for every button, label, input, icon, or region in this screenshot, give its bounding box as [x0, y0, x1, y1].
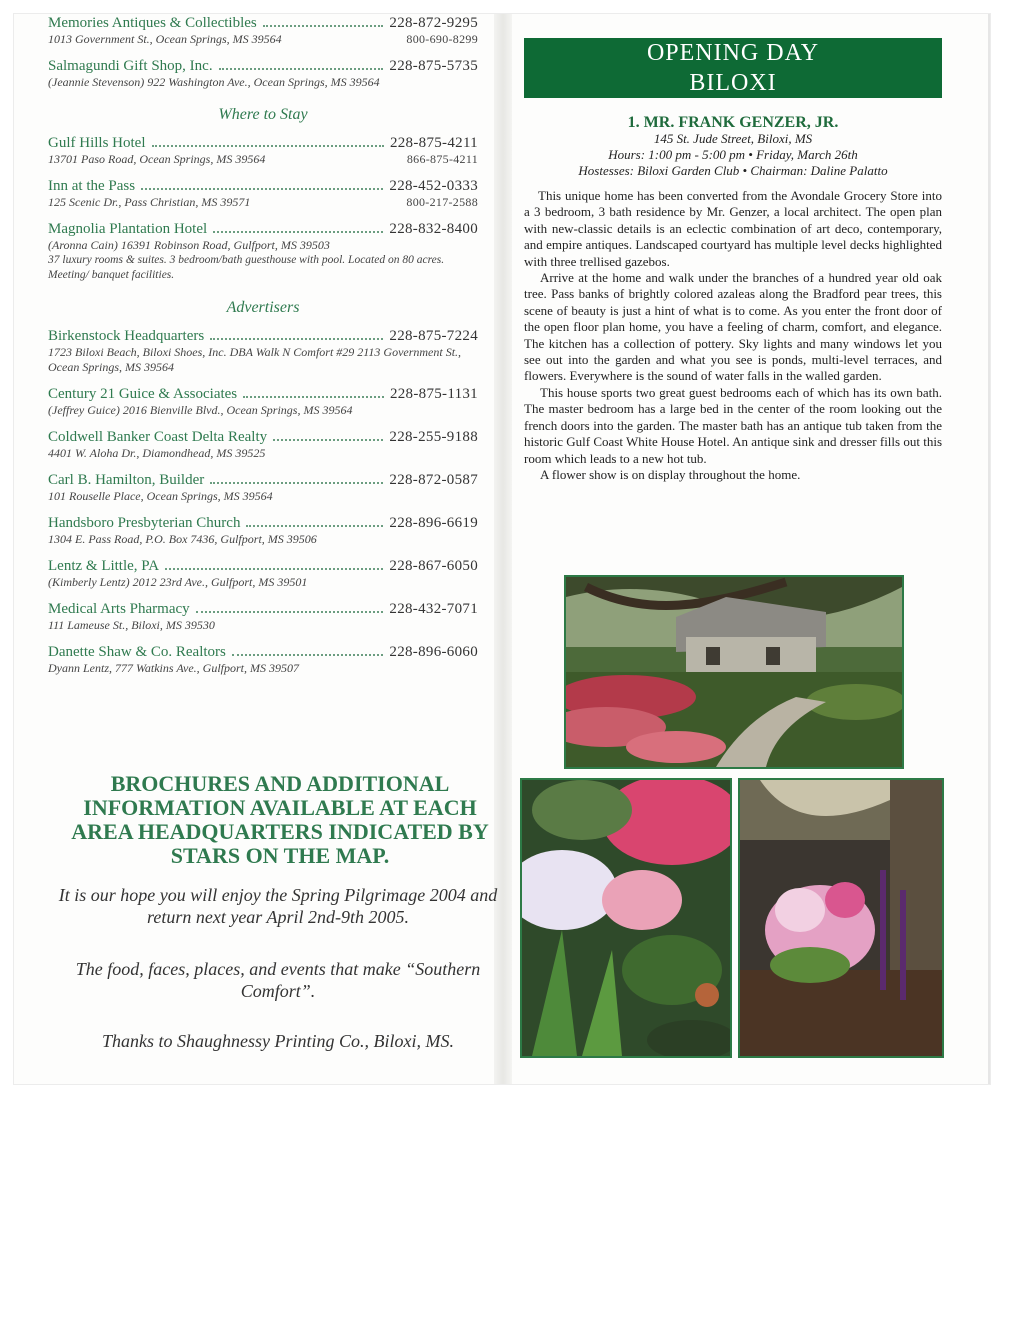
listing-name: Lentz & Little, PA	[48, 558, 160, 574]
listing-name: Salmagundi Gift Shop, Inc.	[48, 58, 213, 74]
listing-entry	[48, 557, 478, 590]
description-paragraph: Arrive at the home and walk under the branches of a hundred year old oak tree. Pass banks of brightly colored azaleas along the Bradford pear trees, this scene of beauty is just a hint of what is to come. As you enter the front door of the open floor plan home, you have a feeling of charm, comfort, and elegance. The kitchen has a collection of pottery. Sky lights and many windows let you see out into the garden and what you see is ponds, multi-level terraces, and flowers. Everywhere is the sound of water falls in the walled garden.	[524, 270, 942, 384]
listing-name: Gulf Hills Hotel	[48, 135, 146, 151]
description-paragraph: This house sports two great guest bedrooms each of which has its own bath. The master bedroom has a large bed in the center of the room looking out the french doors into the garden. The master bath has an antique tub taken from the historic Gulf Coast White House Hotel. An antique sink and dresser fills out this room which leads to a new hot tub.	[524, 384, 942, 466]
listing-address-row	[48, 661, 478, 676]
listing-name: Century 21 Guice & Associates	[48, 386, 238, 402]
home-hours: Hours: 1:00 pm - 5:00 pm • Friday, March 26th	[608, 147, 858, 162]
listing-entry	[48, 643, 478, 676]
listing-address-row	[48, 403, 478, 418]
listing-address: 1723 Biloxi Beach, Biloxi Shoes, Inc. DBA Walk N Comfort #29 2113 Government St., Ocean Springs, MS 39564	[48, 345, 462, 374]
listing-phone: 228-875-5735	[389, 58, 478, 74]
left-page-directory	[48, 14, 478, 686]
advertisers-heading: Advertisers	[226, 299, 300, 316]
listing-entry	[48, 428, 478, 461]
listing-address: 4401 W. Aloha Dr., Diamondhead, MS 39525	[48, 446, 266, 460]
listing-address-row	[48, 575, 478, 590]
listing-address: 111 Lameuse St., Biloxi, MS 39530	[48, 618, 215, 632]
listing-address: 1013 Government St., Ocean Springs, MS 39564	[48, 32, 282, 46]
listing-address: 1304 E. Pass Road, P.O. Box 7436, Gulfport, MS 39506	[48, 532, 317, 546]
listing-address-row	[48, 618, 478, 633]
printer-credit: Thanks to Shaughnessy Printing Co., Biloxi, MS.	[102, 1031, 454, 1051]
listing-address: (Aronna Cain) 16391 Robinson Road, Gulfport, MS 39503	[48, 238, 330, 252]
listing-name: Coldwell Banker Coast Delta Realty	[48, 429, 268, 445]
listing-address: (Jeannie Stevenson) 922 Washington Ave., Ocean Springs, MS 39564	[48, 75, 380, 89]
listing-address: (Kimberly Lentz) 2012 23rd Ave., Gulfport, MS 39501	[48, 575, 308, 589]
listing-entry	[48, 177, 478, 210]
listing-row	[48, 600, 478, 618]
top-listings	[48, 14, 478, 90]
listing-name: Danette Shaw & Co. Realtors	[48, 644, 226, 660]
listing-entry	[48, 327, 478, 375]
description-paragraph: This unique home has been converted from the Avondale Grocery Store into a 3 bedroom, 3 bath residence by Mr. Genzer, a local architect. The open plan with new-classic details is an eclectic combination of art deco, contemporary, and empire antiques. Landscaped courtyard has multiple level decks highlighted with three trellised gazebos.	[524, 188, 942, 269]
listing-row	[48, 471, 478, 489]
dot-leader	[243, 396, 384, 398]
home-address: 145 St. Jude Street, Biloxi, MS	[653, 131, 813, 146]
listing-address: 13701 Paso Road, Ocean Springs, MS 39564	[48, 152, 266, 166]
listing-address-row	[48, 446, 478, 461]
southern-comfort-message: The food, faces, places, and events that make “Southern Comfort”.	[75, 959, 481, 1001]
listing-phone: 228-875-4211	[389, 135, 478, 151]
dot-leader	[273, 439, 383, 441]
home-description	[524, 188, 942, 483]
azalea-garden-photo	[520, 778, 732, 1058]
brochures-notice: BROCHURES AND ADDITIONAL INFORMATION AVAILABLE AT EACH AREA HEADQUARTERS INDICATED BY STARS ON THE MAP.	[71, 771, 489, 868]
listing-address-row	[48, 152, 478, 167]
listing-address: Dyann Lentz, 777 Watkins Ave., Gulfport, MS 39507	[48, 661, 299, 675]
page-edge	[988, 14, 990, 1084]
azalea-garden-image	[522, 780, 730, 1056]
listing-entry	[48, 14, 478, 47]
listing-phone: 228-896-6060	[389, 644, 478, 660]
dot-leader	[141, 188, 383, 190]
listing-entry	[48, 471, 478, 504]
listing-address-row	[48, 238, 478, 253]
listing-phone: 228-255-9188	[389, 429, 478, 445]
listing-row	[48, 385, 478, 403]
description-paragraph: A flower show is on display throughout the home.	[540, 466, 801, 482]
listing-phone: 228-867-6050	[389, 558, 478, 574]
listing-address-row	[48, 75, 478, 90]
listing-row	[48, 220, 478, 238]
listing-entry	[48, 514, 478, 547]
listing-entry	[48, 385, 478, 418]
listing-row	[48, 557, 478, 575]
listing-alt-phone: 866-875-4211	[406, 152, 478, 166]
listing-name: Carl B. Hamilton, Builder	[48, 472, 205, 488]
listing-entry	[48, 134, 478, 167]
listing-address-row	[48, 489, 478, 504]
banner-line-1: OPENING DAY	[646, 40, 820, 66]
listing-phone: 228-452-0333	[389, 178, 478, 194]
listing-address: 125 Scenic Dr., Pass Christian, MS 39571	[48, 195, 251, 209]
dot-leader	[152, 145, 384, 147]
advertiser-listings	[48, 327, 478, 676]
dot-leader	[246, 525, 383, 527]
home-title: 1. MR. FRANK GENZER, JR.	[627, 114, 839, 131]
house-garden-image	[566, 577, 902, 767]
dot-leader	[196, 611, 384, 613]
opening-day-banner	[524, 38, 942, 98]
listing-row	[48, 643, 478, 661]
listing-note: 37 luxury rooms & suites. 3 bedroom/bath guesthouse with pool. Located on 80 acres. Meeting/ banquet facilities.	[48, 254, 445, 281]
listing-phone: 228-872-0587	[389, 472, 478, 488]
listing-entry	[48, 57, 478, 90]
listing-alt-phone: 800-217-2588	[406, 195, 478, 209]
listing-name: Birkenstock Headquarters	[48, 328, 205, 344]
listing-address-row	[48, 32, 478, 47]
listing-name: Memories Antiques & Collectibles	[48, 15, 257, 31]
listing-name: Handsboro Presbyterian Church	[48, 515, 241, 531]
stay-listings	[48, 134, 478, 283]
dot-leader	[165, 568, 383, 570]
home-hostesses: Hostesses: Biloxi Garden Club • Chairman: Daline Palatto	[578, 163, 888, 178]
listing-name: Medical Arts Pharmacy	[48, 601, 190, 617]
dot-leader	[210, 482, 383, 484]
hope-message: It is our hope you will enjoy the Spring Pilgrimage 2004 and return next year April 2nd-9th 2005.	[58, 885, 498, 927]
where-to-stay-heading: Where to Stay	[218, 106, 308, 123]
listing-row	[48, 57, 478, 75]
listing-row	[48, 134, 478, 152]
listing-address-row	[48, 195, 478, 210]
dot-leader	[213, 231, 383, 233]
listing-row	[48, 514, 478, 532]
listing-row	[48, 428, 478, 446]
listing-alt-phone: 800-690-8299	[406, 32, 478, 46]
listing-phone: 228-875-7224	[389, 328, 478, 344]
listing-name: Magnolia Plantation Hotel	[48, 221, 208, 237]
listing-phone: 228-872-9295	[389, 15, 478, 31]
listing-name: Inn at the Pass	[48, 178, 136, 194]
banner-line-2: BILOXI	[689, 70, 777, 96]
listing-address-row	[48, 345, 478, 375]
dot-leader	[210, 338, 383, 340]
listing-row	[48, 14, 478, 32]
listing-address: 101 Rouselle Place, Ocean Springs, MS 39564	[48, 489, 273, 503]
listing-phone: 228-432-7071	[389, 601, 478, 617]
listing-phone: 228-875-1131	[389, 386, 478, 402]
dot-leader	[219, 68, 384, 70]
listing-address-row	[48, 532, 478, 547]
dot-leader	[232, 654, 384, 656]
listing-row	[48, 327, 478, 345]
house-garden-photo	[564, 575, 904, 769]
flower-arrangement-photo	[738, 778, 944, 1058]
listing-row	[48, 177, 478, 195]
listing-entry	[48, 600, 478, 633]
listing-entry	[48, 220, 478, 283]
flower-arrangement-image	[740, 780, 942, 1056]
listing-phone: 228-896-6619	[389, 515, 478, 531]
listing-address: (Jeffrey Guice) 2016 Bienville Blvd., Ocean Springs, MS 39564	[48, 403, 353, 417]
dot-leader	[263, 25, 384, 27]
listing-phone: 228-832-8400	[389, 221, 478, 237]
